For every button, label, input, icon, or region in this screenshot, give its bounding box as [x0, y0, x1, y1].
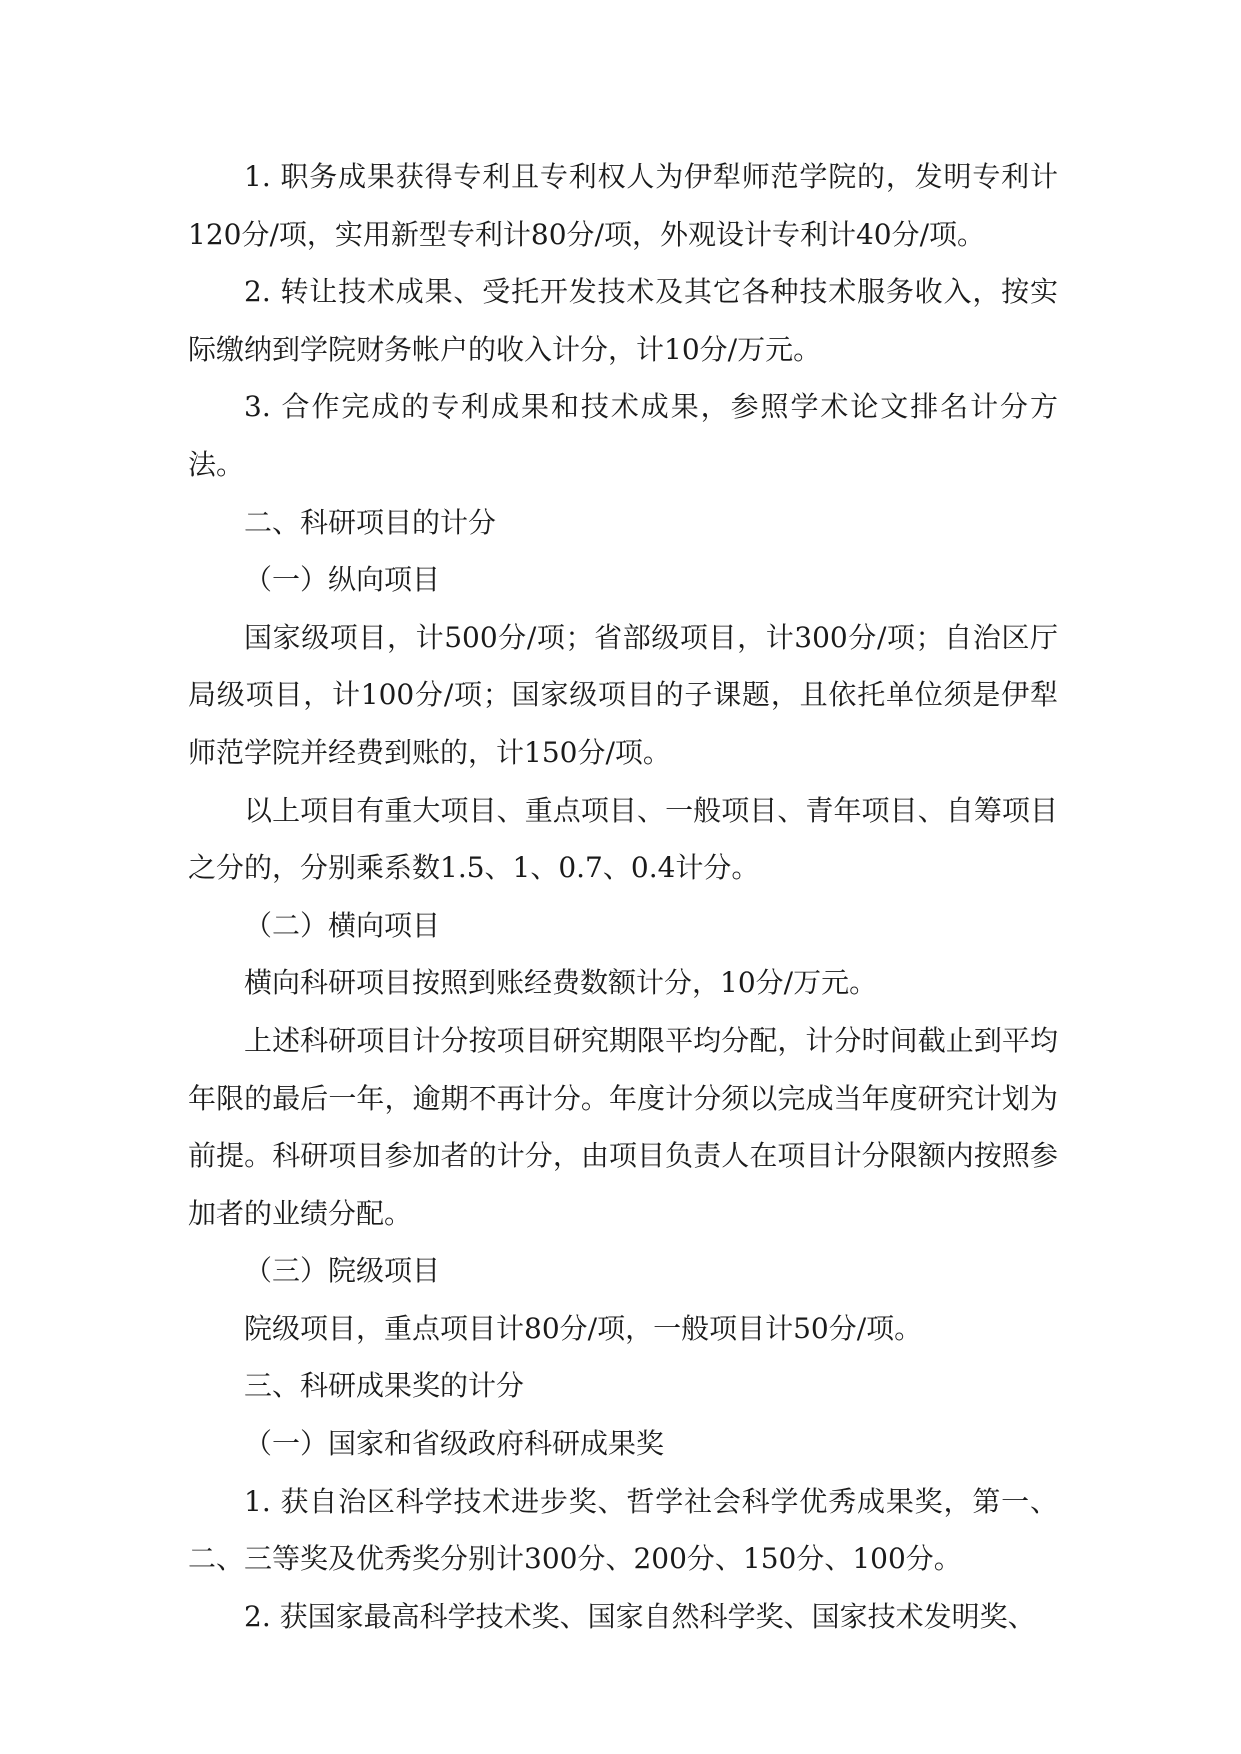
paragraph-national-awards: 2. 获国家最高科学技术奖、国家自然科学奖、国家技术发明奖、 [244, 1599, 1036, 1633]
paragraph-technology-transfer: 2. 转让技术成果、受托开发技术及其它各种技术服务收入，按实际缴纳到学院财务帐户的收入计分，计10分/万元。 [188, 275, 1058, 366]
paragraph-cooperative-results: 3. 合作完成的专利成果和技术成果，参照学术论文排名计分方法。 [188, 390, 1058, 481]
paragraph-patent-scoring: 1. 职务成果获得专利且专利权人为伊犁师范学院的，发明专利计120分/项，实用新型专利计80分/项，外观设计专利计40分/项。 [188, 160, 1058, 251]
subheading-government-awards: （一）国家和省级政府科研成果奖 [244, 1427, 665, 1461]
section-heading-research-awards: 三、科研成果奖的计分 [244, 1369, 525, 1403]
document-body [188, 148, 1058, 1645]
subheading-vertical-projects: （一）纵向项目 [244, 563, 441, 597]
paragraph-vertical-project-scores: 国家级项目，计500分/项；省部级项目，计300分/项；自治区厅局级项目，计100分/项；国家级项目的子课题，且依托单位须是伊犁师范学院并经费到账的，计150分/项。 [188, 620, 1058, 769]
subheading-horizontal-projects: （二）横向项目 [244, 908, 441, 942]
paragraph-horizontal-project-scores: 横向科研项目按照到账经费数额计分，10分/万元。 [244, 966, 878, 1000]
paragraph-college-project-scores: 院级项目，重点项目计80分/项，一般项目计50分/项。 [244, 1311, 923, 1345]
section-heading-research-projects: 二、科研项目的计分 [244, 505, 497, 539]
paragraph-project-coefficients: 以上项目有重大项目、重点项目、一般项目、青年项目、自筹项目之分的，分别乘系数1.5、1、0.7、0.4计分。 [188, 793, 1058, 885]
subheading-college-projects: （三）院级项目 [244, 1254, 441, 1288]
paragraph-regional-award-scores: 1. 获自治区科学技术进步奖、哲学社会科学优秀成果奖，第一、二、三等奖及优秀奖分别计300分、200分、150分、100分。 [188, 1484, 1058, 1576]
paragraph-project-score-distribution: 上述科研项目计分按项目研究期限平均分配，计分时间截止到平均年限的最后一年，逾期不再计分。年度计分须以完成当年度研究计划为前提。科研项目参加者的计分，由项目负责人在项目计分限额内按照参加者的业绩分配。 [188, 1023, 1058, 1230]
